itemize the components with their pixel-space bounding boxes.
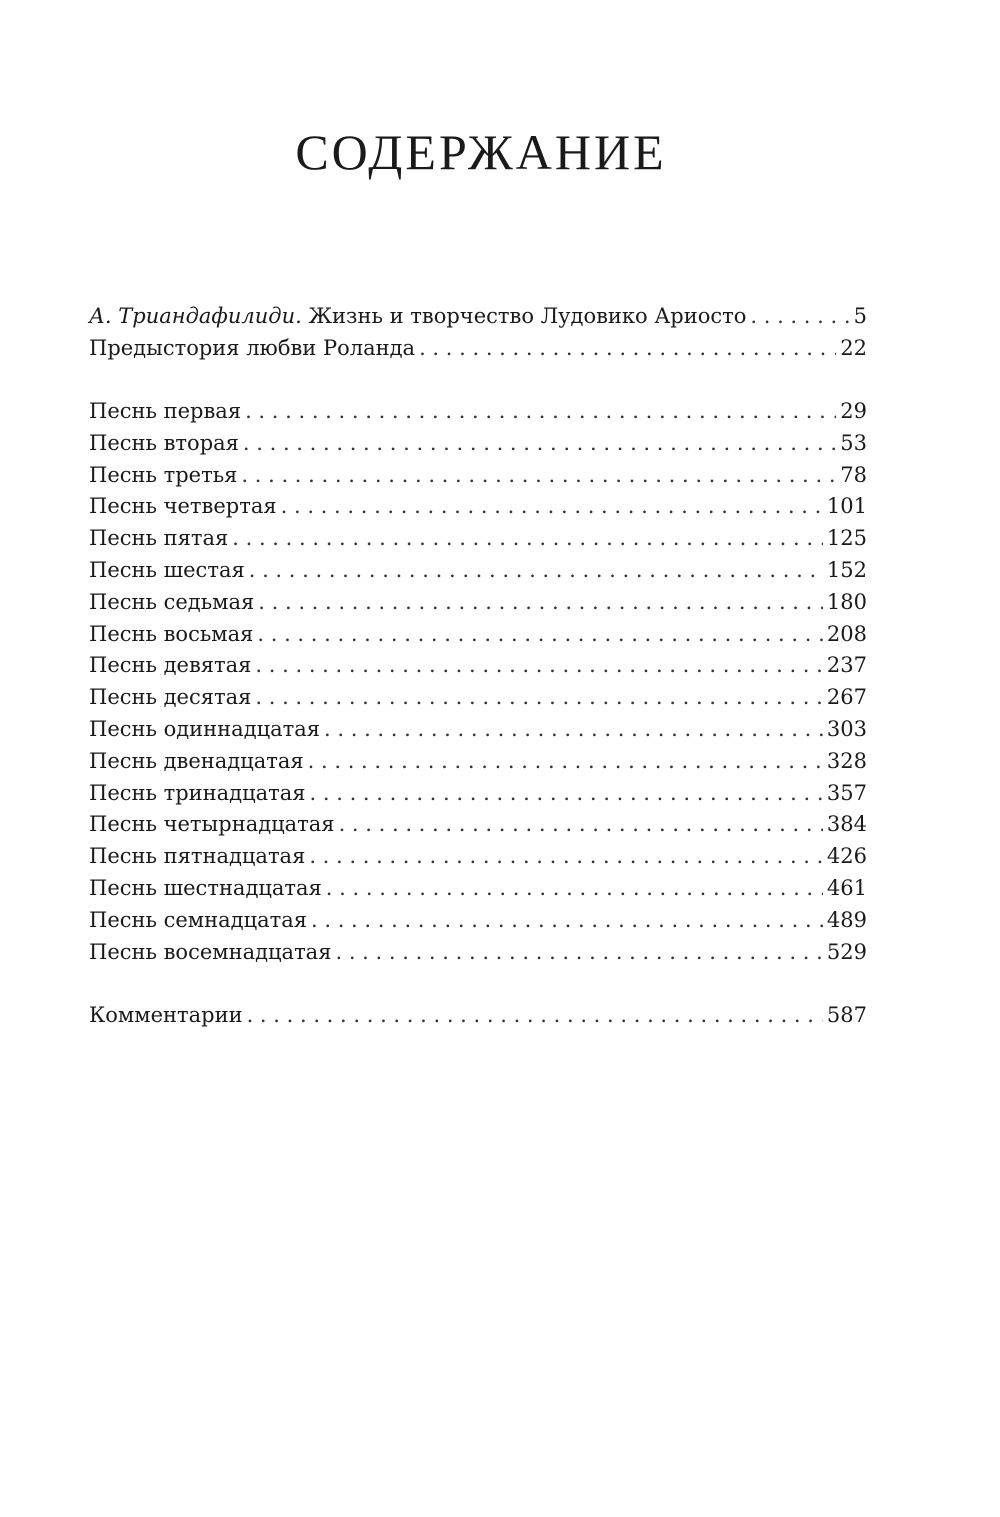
dot-leader <box>245 396 836 428</box>
toc-entry-page: 384 <box>826 812 867 837</box>
toc-entry-canto[interactable] <box>89 428 867 460</box>
toc-entry-page: 180 <box>826 589 867 614</box>
dot-leader <box>255 650 822 682</box>
toc-entry-page: 529 <box>826 939 867 964</box>
dot-leader <box>339 809 823 841</box>
toc-entry-label: Песнь третья <box>89 462 238 487</box>
toc-entry-label: Песнь пятая <box>89 526 229 551</box>
dot-leader <box>335 937 822 969</box>
dot-leader <box>249 555 823 587</box>
toc-entry-page: 125 <box>826 526 867 551</box>
toc-entry-canto[interactable] <box>89 523 867 555</box>
toc-entry-page: 587 <box>826 1003 867 1027</box>
dot-leader <box>243 428 836 460</box>
toc-entry-biography[interactable] <box>89 301 867 333</box>
dot-leader <box>324 714 823 746</box>
toc-entry-canto[interactable] <box>89 873 867 905</box>
toc-cantos-section <box>89 396 867 968</box>
toc-entry-canto[interactable] <box>89 937 867 969</box>
dot-leader <box>419 333 836 365</box>
toc-entry-canto[interactable] <box>89 778 867 810</box>
toc-entry-page: 357 <box>826 780 867 805</box>
toc-entry-label: Песнь четвертая <box>89 494 277 519</box>
toc-entry-label: Песнь восемнадцатая <box>89 939 332 964</box>
toc-entry-page: 303 <box>826 716 867 741</box>
toc-entry-page: 53 <box>840 430 867 455</box>
toc-entry-page: 237 <box>826 653 867 678</box>
toc-entry-label: Комментарии <box>89 1003 243 1027</box>
toc-entry-label: Песнь шестая <box>89 557 245 582</box>
dot-leader <box>281 491 823 523</box>
toc-entry-page: 208 <box>826 621 867 646</box>
toc-entry-label: Песнь вторая <box>89 430 239 455</box>
toc-entry-title: Жизнь и творчество Лудовико Ариосто <box>301 304 747 328</box>
toc-entry-canto[interactable] <box>89 460 867 492</box>
toc-entry-label: Песнь семнадцатая <box>89 907 307 932</box>
dot-leader <box>258 587 823 619</box>
toc-entry-canto[interactable] <box>89 587 867 619</box>
toc-entry-canto[interactable] <box>89 555 867 587</box>
toc-entry-label: Предыстория любви Роланда <box>89 335 416 360</box>
dot-leader <box>255 682 823 714</box>
toc-entry-canto[interactable] <box>89 650 867 682</box>
dot-leader <box>750 301 849 333</box>
dot-leader <box>310 778 823 810</box>
toc-entry-label: Песнь одиннадцатая <box>89 716 321 741</box>
toc-entry-canto[interactable] <box>89 841 867 873</box>
dot-leader <box>311 905 823 937</box>
toc-entry-canto[interactable] <box>89 746 867 778</box>
toc-entry-label: Песнь седьмая <box>89 589 255 614</box>
toc-entry-page: 152 <box>826 557 867 582</box>
dot-leader <box>247 1000 823 1032</box>
toc-entry-label: Песнь четырнадцатая <box>89 812 335 837</box>
toc-entry-page: 22 <box>840 335 867 360</box>
toc-entry-canto[interactable] <box>89 905 867 937</box>
toc-entry-page: 489 <box>826 907 867 932</box>
toc-entry-label: Песнь девятая <box>89 653 252 678</box>
toc-entry-canto[interactable] <box>89 809 867 841</box>
toc-entry-label: Песнь тринадцатая <box>89 780 306 805</box>
toc-entry-label: Песнь шестнадцатая <box>89 875 322 900</box>
toc-entry-page: 5 <box>853 304 867 328</box>
toc-entry-page: 78 <box>840 462 867 487</box>
toc-entry-comments[interactable] <box>89 1000 867 1032</box>
dot-leader <box>308 746 823 778</box>
toc-entry-author: А. Триандафилиди. <box>89 304 302 328</box>
dot-leader <box>232 523 823 555</box>
toc-entry-label <box>89 301 746 333</box>
toc-entry-label: Песнь пятнадцатая <box>89 844 306 869</box>
toc-entry-canto[interactable] <box>89 619 867 651</box>
dot-leader <box>326 873 823 905</box>
toc-entry-label: Песнь восьмая <box>89 621 254 646</box>
toc-entry-page: 328 <box>826 748 867 773</box>
toc-entry-canto[interactable] <box>89 396 867 428</box>
toc-entry-label: Песнь десятая <box>89 685 252 710</box>
toc-entry-page: 29 <box>840 399 867 423</box>
toc-entry-canto[interactable] <box>89 714 867 746</box>
toc-comments-section <box>89 1000 867 1032</box>
toc-intro-section <box>89 301 867 365</box>
dot-leader <box>309 841 823 873</box>
toc-entry-canto[interactable] <box>89 682 867 714</box>
toc-entry-label: Песнь двенадцатая <box>89 748 304 773</box>
toc-entry-page: 101 <box>826 494 867 519</box>
toc-entry-page: 426 <box>826 844 867 869</box>
toc-entry-label: Песнь первая <box>89 399 242 423</box>
dot-leader <box>257 619 823 651</box>
toc-entry-page: 267 <box>826 685 867 710</box>
page-title: СОДЕРЖАНИЕ <box>295 124 667 180</box>
dot-leader <box>241 460 836 492</box>
toc-entry-canto[interactable] <box>89 491 867 523</box>
toc-entry-prehistory[interactable] <box>89 333 867 365</box>
toc-entry-page: 461 <box>826 875 867 900</box>
